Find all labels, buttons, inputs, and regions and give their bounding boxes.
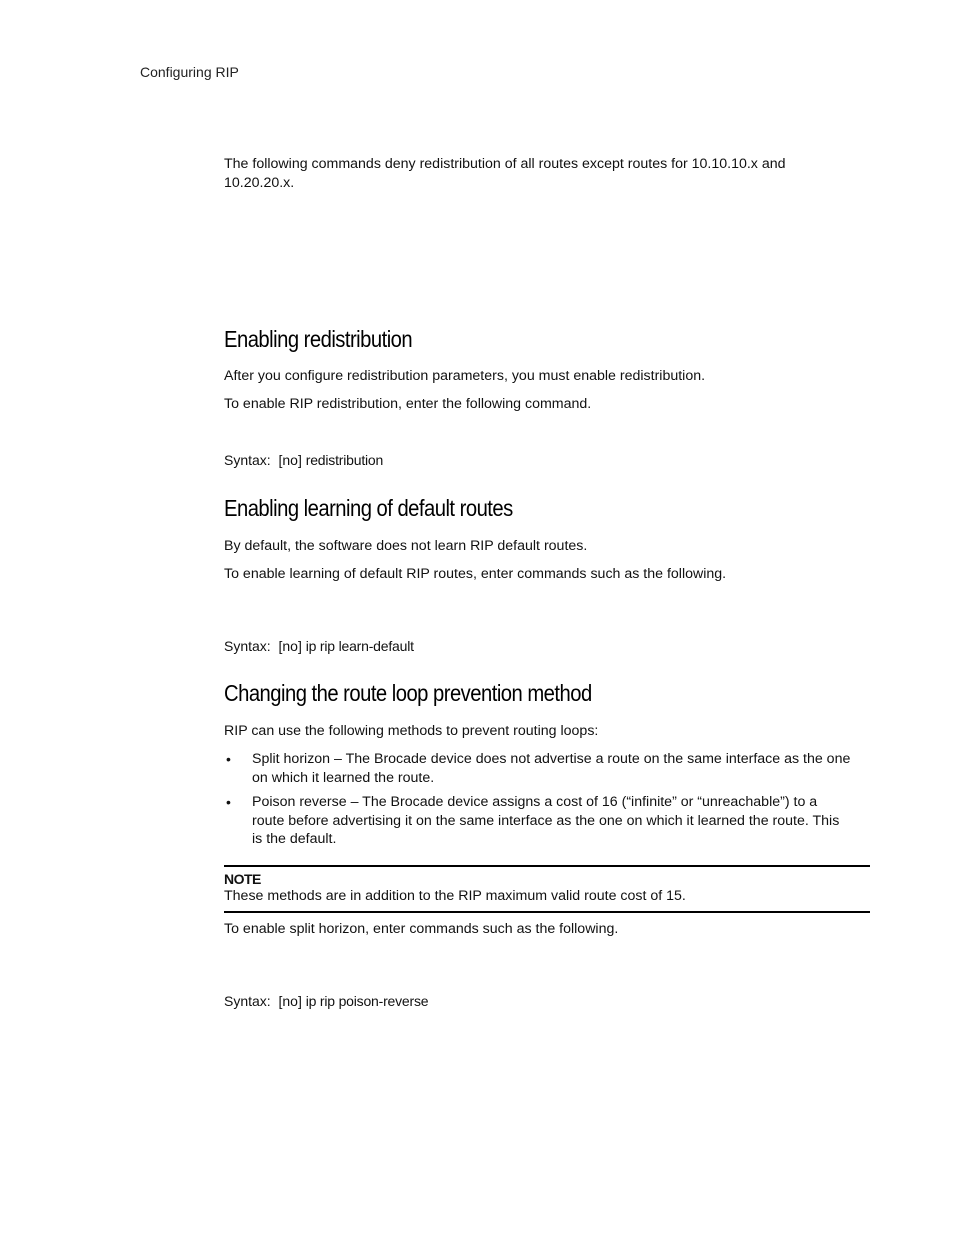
- bullet-line: Split horizon – The Brocade device does not advertise a route on the same interface as the one: [252, 751, 851, 767]
- section-title: Enabling redistribution: [224, 326, 413, 352]
- syntax-label: Syntax:: [224, 993, 271, 1009]
- section-enabling-redistribution: [224, 326, 870, 353]
- list-item: [224, 793, 870, 849]
- syntax-label: Syntax:: [224, 452, 271, 468]
- default-routes-para-1: By default, the software does not learn RIP default routes.: [224, 538, 588, 554]
- bullet-line: on which it learned the route.: [252, 769, 435, 786]
- loop-prevention-para-2: To enable split horizon, enter commands such as the following.: [224, 921, 619, 937]
- loop-prevention-syntax: [224, 993, 870, 1009]
- default-routes-para-2: To enable learning of default RIP routes, enter commands such as the following.: [224, 566, 727, 582]
- section-title: Enabling learning of default routes: [224, 495, 513, 521]
- redistribution-para-2-wrap: [224, 395, 870, 414]
- intro-paragraph: The following commands deny redistribution of all routes except routes for 10.10.10.x and 10.20.20.x.: [224, 156, 786, 191]
- default-routes-para-2-wrap: [224, 565, 870, 584]
- note-text: These methods are in addition to the RIP maximum valid route cost of 15.: [224, 888, 686, 904]
- redistribution-syntax: [224, 452, 870, 468]
- syntax-command: ip rip learn-default: [305, 638, 414, 654]
- bullet-line: is the default.: [252, 831, 337, 847]
- note-box: [224, 865, 870, 913]
- syntax-bracket-open: [: [278, 638, 283, 654]
- loop-prevention-para-1-wrap: [224, 722, 870, 741]
- syntax-bracket-open: [: [278, 993, 283, 1009]
- syntax-bracket-open: [: [278, 452, 283, 468]
- syntax-command: redistribution: [305, 452, 384, 468]
- section-default-routes: [224, 495, 870, 522]
- bullet-marker: •: [226, 751, 231, 767]
- running-header: Configuring RIP: [140, 64, 239, 80]
- bullet-marker: •: [226, 794, 231, 810]
- syntax-no-keyword: no: [282, 993, 298, 1009]
- default-routes-para-1-wrap: [224, 537, 870, 556]
- bullet-line: route before advertising it on the same interface as the one on which it learned the route. This: [252, 812, 840, 829]
- loop-prevention-para-1: RIP can use the following methods to prevent routing loops:: [224, 723, 599, 739]
- syntax-command: ip rip poison-reverse: [305, 993, 429, 1009]
- syntax-bracket-close: ]: [297, 638, 302, 654]
- note-label: NOTE: [224, 871, 261, 887]
- loop-prevention-bullets: [224, 750, 870, 849]
- syntax-bracket-close: ]: [297, 993, 302, 1009]
- bullet-line: Poison reverse – The Brocade device assigns a cost of 16 (“infinite” or “unreachable”) to a: [252, 794, 818, 810]
- loop-prevention-para-2-wrap: [224, 920, 870, 939]
- section-loop-prevention: [224, 680, 870, 707]
- syntax-no-keyword: no: [282, 452, 298, 468]
- syntax-no-keyword: no: [282, 638, 298, 654]
- list-item: [224, 750, 870, 787]
- section-title: Changing the route loop prevention method: [224, 680, 592, 706]
- redistribution-para-1-wrap: [224, 367, 870, 386]
- redistribution-para-2: To enable RIP redistribution, enter the following command.: [224, 396, 592, 412]
- intro-section: [224, 155, 870, 192]
- redistribution-para-1: After you configure redistribution parameters, you must enable redistribution.: [224, 368, 706, 384]
- syntax-label: Syntax:: [224, 638, 271, 654]
- syntax-bracket-close: ]: [297, 452, 302, 468]
- default-routes-syntax: [224, 638, 870, 654]
